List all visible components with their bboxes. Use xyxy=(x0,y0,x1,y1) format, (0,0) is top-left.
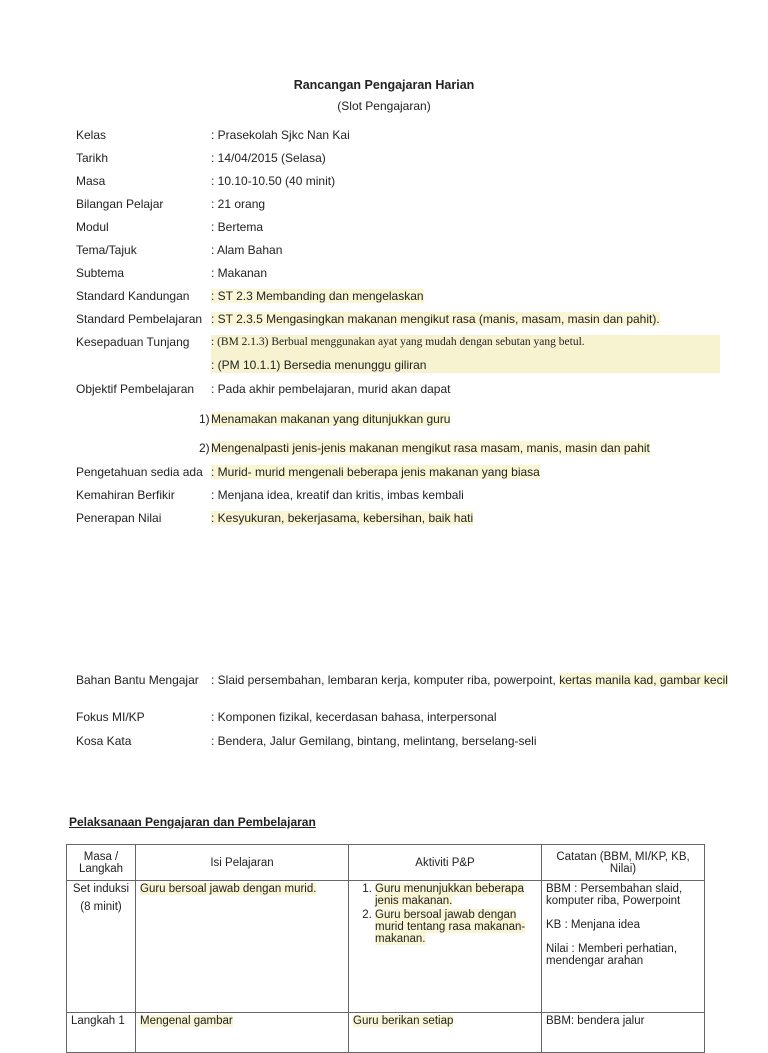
value-subtema: : Makanan xyxy=(211,266,268,280)
label-kosa-kata: Kosa Kata xyxy=(76,734,132,748)
value-kelas: : Prasekolah Sjkc Nan Kai xyxy=(211,128,350,142)
label-modul: Modul xyxy=(76,220,109,234)
value-bbm-highlight: kertas manila kad, gambar kecil xyxy=(559,673,728,687)
label-standard-kandungan: Standard Kandungan xyxy=(76,289,190,303)
objective-item: Menamakan makanan yang ditunjukkan guru xyxy=(211,412,451,426)
cell-catatan xyxy=(542,881,705,1013)
label-bilangan-pelajar: Bilangan Pelajar xyxy=(76,197,164,211)
value-fokus: : Komponen fizikal, kecerdasan bahasa, interpersonal xyxy=(211,710,497,724)
value-kemahiran-berfikir: : Menjana idea, kreatif dan kritis, imbas kembali xyxy=(211,488,464,502)
label-kemahiran-berfikir: Kemahiran Berfikir xyxy=(76,488,175,502)
isi-text: Guru bersoal jawab dengan murid. xyxy=(140,883,317,895)
aktiviti-list xyxy=(353,883,537,945)
value-bbm xyxy=(211,673,728,687)
objective-item: Mengenalpasti jenis-jenis makanan mengikut rasa masam, manis, masin dan pahit xyxy=(211,441,650,455)
masa-langkah: Langkah 1 xyxy=(71,1015,125,1027)
value-kosa-kata: : Bendera, Jalur Gemilang, bintang, melintang, berselang-seli xyxy=(211,734,537,748)
catatan-bbm: BBM : Persembahan slaid, komputer riba, Powerpoint xyxy=(546,883,683,907)
list-item xyxy=(375,909,537,945)
value-bbm-text: : Slaid persembahan, lembaran kerja, komputer riba, powerpoint, xyxy=(211,673,560,687)
table-row xyxy=(67,881,705,1013)
value-masa: : 10.10-10.50 (40 minit) xyxy=(211,174,336,188)
value-standard-kandungan: : ST 2.3 Membanding dan mengelaskan xyxy=(211,289,424,303)
table-header-row xyxy=(67,845,705,881)
list-item xyxy=(375,883,537,907)
label-fokus: Fokus MI/KP xyxy=(76,710,145,724)
label-objektif: Objektif Pembelajaran xyxy=(76,382,195,396)
cell-catatan-2 xyxy=(542,1013,705,1053)
cell-masa xyxy=(67,881,136,1013)
catatan-nilai: Nilai : Memberi perhatian, mendengar arahan xyxy=(546,943,678,967)
header-masa: Masa / Langkah xyxy=(67,845,136,881)
value-pengetahuan: : Murid- murid mengenali beberapa jenis makanan yang biasa xyxy=(211,465,540,479)
label-standard-pembelajaran: Standard Pembelajaran xyxy=(76,312,203,326)
value-tema: : Alam Bahan xyxy=(211,243,283,257)
section-title: Pelaksanaan Pengajaran dan Pembelajaran xyxy=(69,815,316,829)
value-standard-pembelajaran: : ST 2.3.5 Mengasingkan makanan mengikut rasa (manis, masam, masin dan pahit). xyxy=(211,312,660,326)
masa-set-induksi: Set induksi xyxy=(72,883,130,895)
value-kesepaduan-bm: : (BM 2.1.3) Berbual menggunakan ayat yang mudah dengan sebutan yang betul. xyxy=(211,336,585,348)
objective-number: 1) xyxy=(199,412,210,426)
value-penerapan-nilai: : Kesyukuran, bekerjasama, kebersihan, baik hati xyxy=(211,511,474,525)
value-tarikh: : 14/04/2015 (Selasa) xyxy=(211,151,326,165)
cell-masa-2 xyxy=(67,1013,136,1053)
masa-duration: (8 minit) xyxy=(80,901,122,913)
label-penerapan-nilai: Penerapan Nilai xyxy=(76,511,162,525)
catatan-kb: KB : Menjana idea xyxy=(546,919,640,931)
header-catatan: Catatan (BBM, MI/KP, KB, Nilai) xyxy=(542,845,705,881)
value-modul: : Bertema xyxy=(211,220,264,234)
aktiviti-text-2: Guru berikan setiap xyxy=(353,1015,454,1027)
label-kelas: Kelas xyxy=(76,128,107,142)
aktiviti-item-2: Guru bersoal jawab dengan murid tentang rasa makanan-makanan. xyxy=(375,909,526,945)
lesson-plan-table xyxy=(66,844,705,1053)
label-kesepaduan-tunjang: Kesepaduan Tunjang xyxy=(76,335,190,349)
catatan-text-2: BBM: bendera jalur xyxy=(546,1015,645,1027)
label-tema: Tema/Tajuk xyxy=(76,243,137,257)
aktiviti-item-1: Guru menunjukkan beberapa jenis makanan. xyxy=(375,883,524,907)
label-bbm: Bahan Bantu Mengajar xyxy=(76,673,199,687)
header-aktiviti: Aktiviti P&P xyxy=(349,845,542,881)
objective-number: 2) xyxy=(199,441,210,455)
cell-aktiviti-2 xyxy=(349,1013,542,1053)
value-kesepaduan-pm: : (PM 10.1.1) Bersedia menunggu giliran xyxy=(211,358,427,372)
label-pengetahuan: Pengetahuan sedia ada xyxy=(76,465,203,479)
document-title: Rancangan Pengajaran Harian xyxy=(293,78,475,92)
cell-isi-2 xyxy=(136,1013,349,1053)
label-masa: Masa xyxy=(76,174,106,188)
value-objektif: : Pada akhir pembelajaran, murid akan dapat xyxy=(211,382,451,396)
cell-isi xyxy=(136,881,349,1013)
label-tarikh: Tarikh xyxy=(76,151,109,165)
label-subtema: Subtema xyxy=(76,266,125,280)
cell-aktiviti xyxy=(349,881,542,1013)
header-isi: Isi Pelajaran xyxy=(136,845,349,881)
isi-text-2: Mengenal gambar xyxy=(140,1015,233,1027)
table-row xyxy=(67,1013,705,1053)
value-bilangan-pelajar: : 21 orang xyxy=(211,197,266,211)
document-subtitle: (Slot Pengajaran) xyxy=(337,99,431,113)
